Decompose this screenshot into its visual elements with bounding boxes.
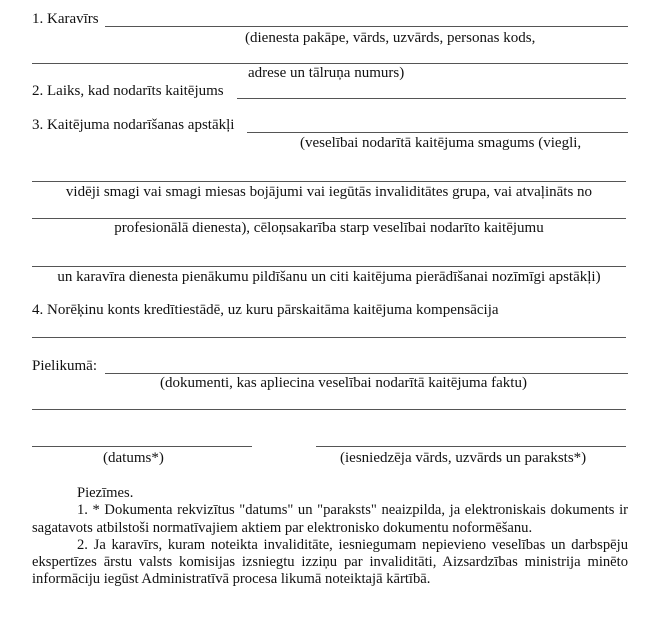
- field-bank-account-input-line[interactable]: [32, 337, 626, 338]
- date-input-line[interactable]: [32, 446, 252, 447]
- field-circumstances-hint-1: (veselībai nodarītā kaitējuma smagums (viegli,: [300, 135, 582, 151]
- field-bank-account-label: 4. Norēķinu konts kredītiestādē, uz kuru pārskaitāma kaitējuma kompensācija: [32, 302, 499, 318]
- field-circumstances-input-line-4[interactable]: [32, 266, 626, 267]
- attachments-input-line-2[interactable]: [32, 409, 626, 410]
- notes-title: Piezīmes.: [77, 485, 134, 501]
- note-item-2: 2. Ja karavīrs, kuram noteikta invaliditāte, iesniegumam nepievieno veselības un darbspēju ekspertīzes ārstu valsts komisijas izsniegtu izziņu par invaliditāti, Aizsardzības ministrija minēto informāciju iegūst Administratīvā procesa likumā noteiktajā kārtībā.: [32, 536, 628, 588]
- field-soldier-hint-2: adrese un tālruņa numurs): [248, 65, 405, 81]
- field-soldier-input-line-2[interactable]: [32, 63, 628, 64]
- attachments-label: Pielikumā:: [32, 358, 97, 374]
- date-hint: (datums*): [103, 450, 164, 466]
- note-item-1: 1. * Dokumenta rekvizītus "datums" un "paraksts" neaizpilda, ja elektroniskais dokuments ir sagatavots atbilstoši normatīvajiem aktiem par elektronisko dokumentu noformēšanu.: [32, 502, 628, 536]
- field-circumstances-input-line-2[interactable]: [32, 181, 626, 182]
- signer-input-line[interactable]: [316, 446, 626, 447]
- field-circumstances-input-line-3[interactable]: [32, 218, 626, 219]
- notes-section: [32, 485, 628, 589]
- field-time-input-line[interactable]: [237, 98, 626, 99]
- field-circumstances-hint-3: profesionālā dienesta), cēloņsakarība starp veselībai nodarīto kaitējumu: [114, 220, 544, 236]
- field-circumstances-label: 3. Kaitējuma nodarīšanas apstākļi: [32, 117, 235, 133]
- field-soldier-label: 1. Karavīrs: [32, 11, 99, 27]
- field-soldier-hint-1: (dienesta pakāpe, vārds, uzvārds, personas kods,: [245, 30, 536, 46]
- signer-hint: (iesniedzēja vārds, uzvārds un paraksts*): [340, 450, 587, 466]
- field-circumstances-hint-2: vidēji smagi vai smagi miesas bojājumi vai iegūtās invaliditātes grupa, vai atvaļināts no: [65, 184, 593, 200]
- field-soldier-input-line[interactable]: [105, 26, 628, 27]
- attachments-input-line[interactable]: [105, 373, 628, 374]
- attachments-hint: (dokumenti, kas apliecina veselībai nodarītā kaitējuma faktu): [160, 375, 527, 391]
- field-circumstances-input-line[interactable]: [247, 132, 628, 133]
- field-circumstances-hint-4: un karavīra dienesta pienākumu pildīšanu un citi kaitējuma pierādīšanai nozīmīgi apstākļi): [57, 269, 601, 285]
- field-time-label: 2. Laiks, kad nodarīts kaitējums: [32, 83, 224, 99]
